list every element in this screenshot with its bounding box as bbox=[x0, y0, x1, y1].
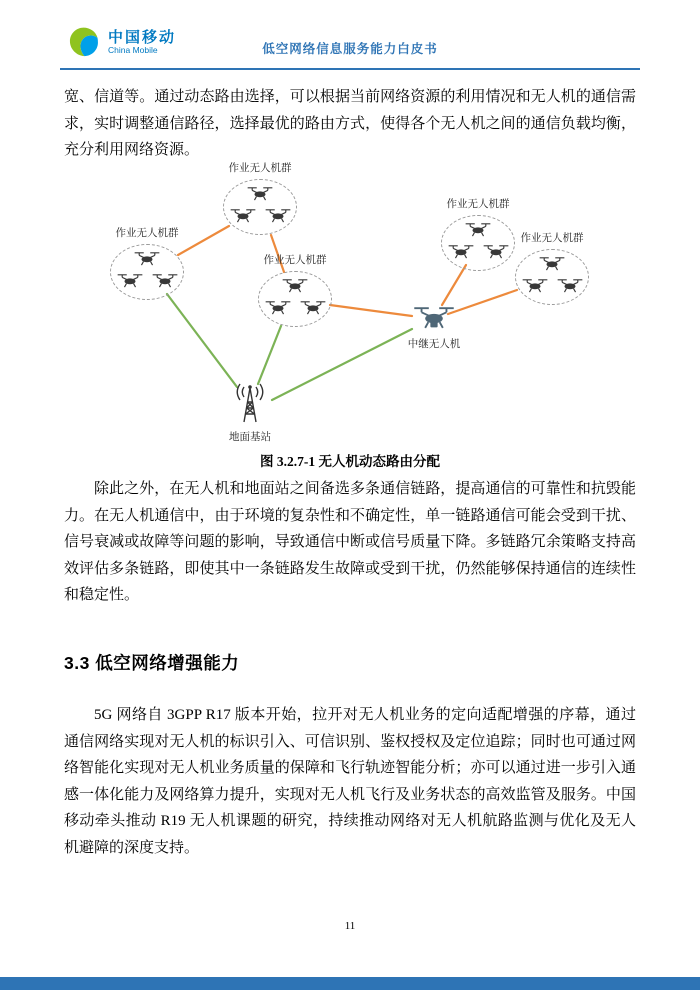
cluster-label: 作业无人机群 bbox=[520, 233, 584, 244]
cluster-label: 作业无人机群 bbox=[228, 163, 292, 174]
drone-icon bbox=[483, 243, 509, 259]
cluster-ring bbox=[110, 244, 184, 300]
page-header bbox=[60, 24, 640, 70]
cluster-ring bbox=[258, 271, 332, 327]
figure-drone-routing-diagram bbox=[85, 158, 620, 448]
drone-icon bbox=[300, 299, 326, 315]
figure-caption: 图 3.2.7-1 无人机动态路由分配 bbox=[260, 454, 440, 469]
section-heading-3-3: 3.3 低空网络增强能力 bbox=[64, 653, 240, 673]
drone-cluster-far-right bbox=[515, 232, 589, 305]
drone-icon bbox=[465, 221, 491, 237]
drone-cluster-middle bbox=[258, 254, 332, 327]
drone-cluster-right-upper bbox=[441, 198, 515, 271]
paragraph-multilink-redundancy: 除此之外，在无人机和地面站之间备选多条通信链路，提高通信的可靠性和抗毁能力。在无人机通信中，由于环境的复杂性和不确定性，单一链路通信可能会受到干扰、信号衰减或故障等问题的影响，导致通信中断或信号质量下降。多链路冗余策略支持高效评估多条链路，即使其中一条链路发生故障或受到干扰，仍然能够保持通信的连续性和稳定性。 bbox=[64, 481, 636, 603]
drone-icon bbox=[557, 277, 583, 293]
document-title: 低空网络信息服务能力白皮书 bbox=[262, 42, 438, 56]
relay-drone bbox=[402, 304, 466, 352]
cluster-ring bbox=[515, 249, 589, 305]
base-station-icon bbox=[228, 382, 272, 424]
drone-icon bbox=[265, 207, 291, 223]
paragraph-5g-enhancement: 5G 网络自 3GPP R17 版本开始，拉开对无人机业务的定向适配增强的序幕，通过通信网络实现对无人机的标识引入、可信识别、鉴权授权及定位追踪；同时也可通过网络智能化实现对无人机业务质量的保障和飞行轨迹智能分析；亦可以通过进一步引入通感一体化能力及网络算力提升，实现对无人机飞行及业务状态的高效监管及服务。中国移动牵头推动 R19 无人机课题的研究，持续推动网络对无人机航路监测与优化及无人机避障的深度支持。 bbox=[64, 707, 636, 856]
cluster-label: 作业无人机群 bbox=[446, 199, 510, 210]
drone-icon bbox=[134, 250, 160, 266]
drone-icon bbox=[265, 299, 291, 315]
drone-icon bbox=[247, 185, 273, 201]
paragraph-dynamic-routing: 宽、信道等。通过动态路由选择，可以根据当前网络资源的利用情况和无人机的通信需求，实时调整通信路径，选择最优的路由方式，使得各个无人机之间的通信负载均衡，充分利用网络资源。 bbox=[64, 89, 636, 158]
drone-icon bbox=[282, 277, 308, 293]
cluster-label: 作业无人机群 bbox=[263, 255, 327, 266]
drone-icon bbox=[152, 272, 178, 288]
relay-drone-icon bbox=[413, 304, 455, 331]
drone-icon bbox=[448, 243, 474, 259]
logo-name-en: China Mobile bbox=[108, 45, 158, 56]
cluster-ring bbox=[441, 215, 515, 271]
drone-cluster-top bbox=[223, 162, 297, 235]
logo-name-cn: 中国移动 bbox=[108, 28, 177, 46]
ground-base-station bbox=[218, 382, 282, 445]
drone-icon bbox=[539, 255, 565, 271]
drone-icon bbox=[230, 207, 256, 223]
relay-drone-label: 中继无人机 bbox=[407, 339, 461, 350]
drone-icon bbox=[117, 272, 143, 288]
base-station-label: 地面基站 bbox=[229, 432, 271, 443]
page-number: 11 bbox=[344, 920, 356, 932]
drone-icon bbox=[522, 277, 548, 293]
cluster-label: 作业无人机群 bbox=[115, 228, 179, 239]
footer-bar bbox=[0, 977, 700, 990]
drone-cluster-left bbox=[110, 227, 184, 300]
cluster-ring bbox=[223, 179, 297, 235]
